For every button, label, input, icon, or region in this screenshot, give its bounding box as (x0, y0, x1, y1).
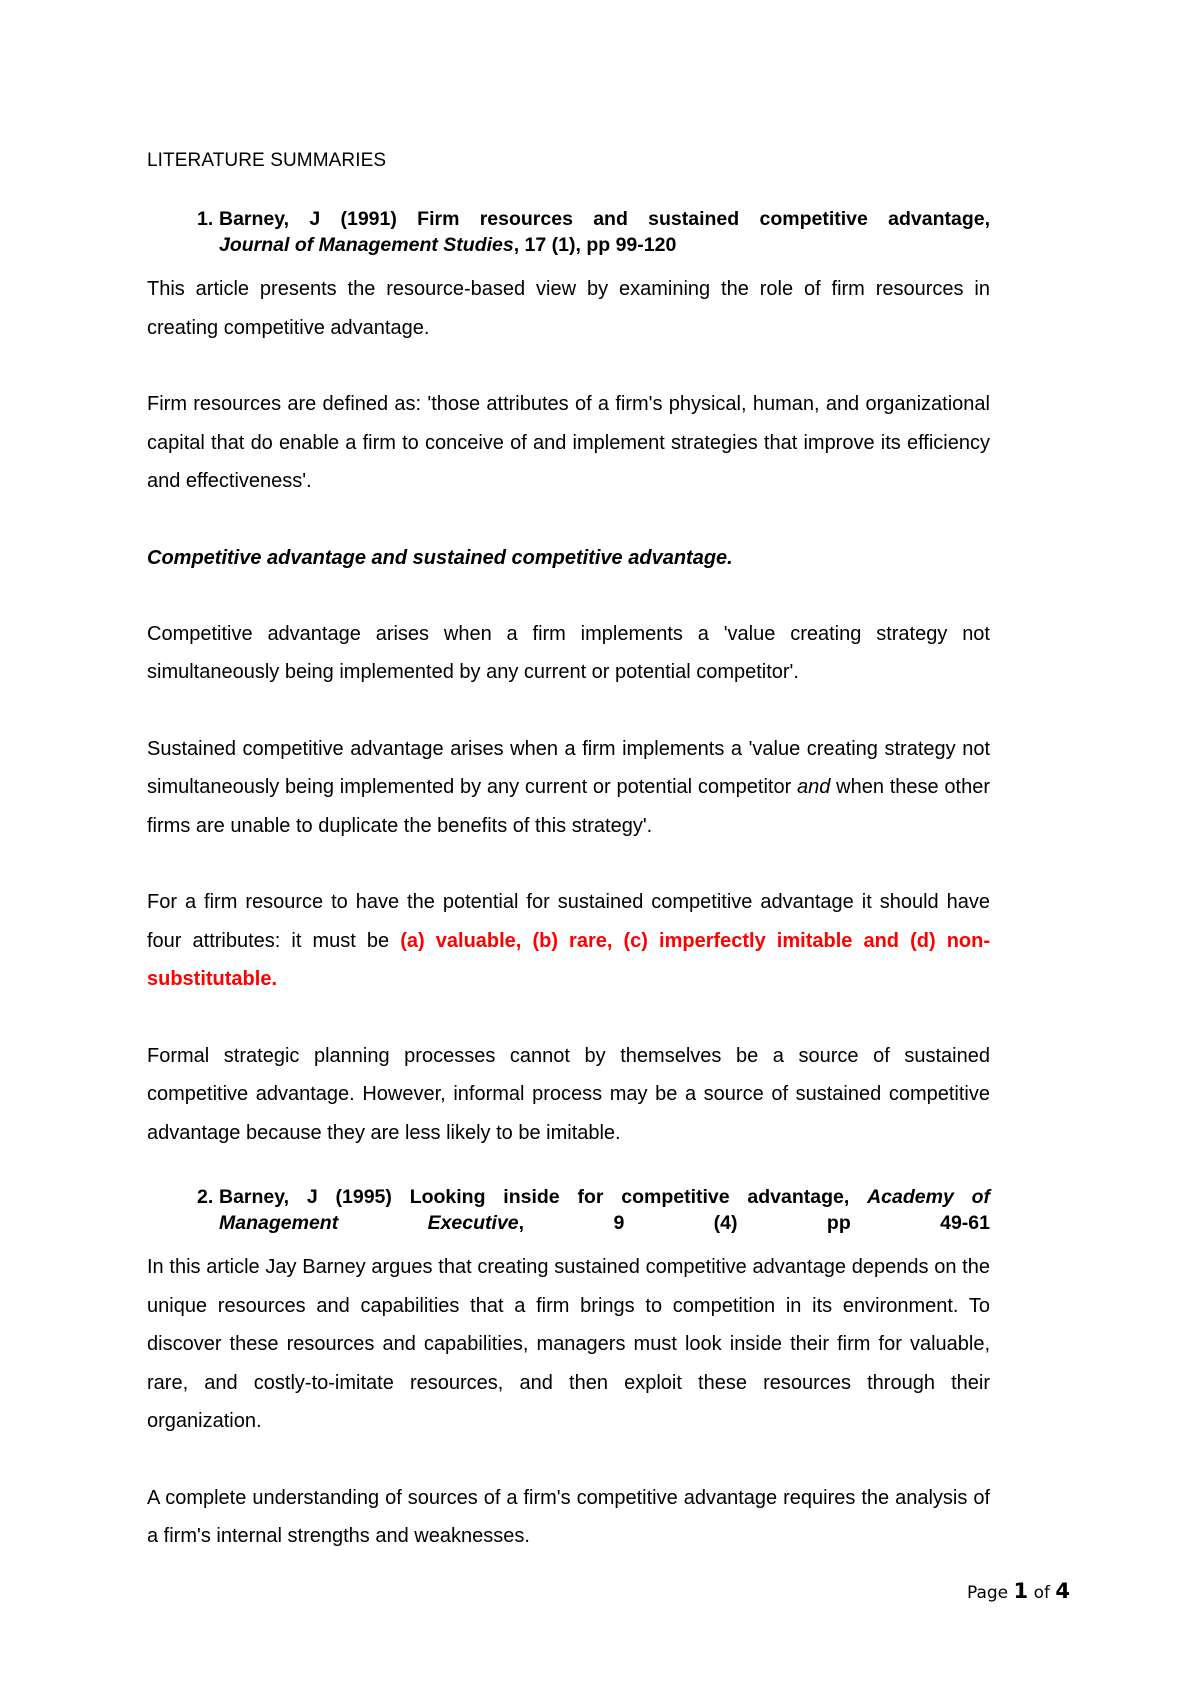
reference-citation (219, 206, 990, 258)
page-footer (967, 1578, 1070, 1606)
paragraph: Formal strategic planning processes cannot by themselves be a source of sustained competitive advantage. However, informal process may be a source of sustained competitive advantage because they are less likely to be imitable. (147, 1044, 990, 1144)
paragraph (147, 883, 990, 999)
page-of-label: of (1028, 1583, 1056, 1603)
page-label: Page (966, 1583, 1014, 1603)
paragraph-text: Sustained competitive advantage arises when a firm implements a 'value creating strategy not simultaneously being implemented by any current or potential competitor (147, 737, 990, 798)
section-subheading: Competitive advantage and sustained competitive advantage. (147, 546, 733, 569)
paragraph: A complete understanding of sources of a firm's competitive advantage requires the analysis of a firm's internal strengths and weaknesses. (147, 1486, 990, 1547)
reference-2 (147, 1184, 990, 1236)
reference-journal: Journal of Management Studies (219, 234, 514, 256)
reference-journal: Academy of Management Executive (219, 1186, 990, 1234)
reference-citation (219, 1184, 990, 1236)
paragraph-text: when these other firms are unable to duplicate the benefits of this strategy'. (147, 776, 990, 837)
document-body (147, 148, 990, 1556)
document-title: LITERATURE SUMMARIES (147, 150, 387, 171)
paragraph: In this article Jay Barney argues that creating sustained competitive advantage depends on the unique resources and capabilities that a firm brings to competition in its environment. To discover these resources and capabilities, managers must look inside their firm for valuable, rare, and costly-to-imitate resources, and then exploit these resources through their organization. (147, 1256, 990, 1432)
paragraph: Competitive advantage arises when a firm implements a 'value creating strategy not simultaneously being implemented by any current or potential competitor'. (147, 622, 990, 683)
paragraph: Firm resources are defined as: 'those attributes of a firm's physical, human, and organizational capital that do enable a firm to conceive of and implement strategies that improve its efficiency and effectiveness'. (147, 393, 990, 492)
reference-title: Barney, J (1995) Looking inside for competitive advantage, Academy of Management Executive, 9 (4) pp 49-61 (219, 1186, 990, 1234)
paragraph: This article presents the resource-based view by examining the role of firm resources in creating competitive advantage. (147, 278, 990, 339)
reference-details: , 17 (1), pp 99-120 (513, 234, 677, 256)
reference-title: Barney, J (1991) Firm resources and sustained competitive advantage, (219, 208, 990, 230)
emphasis-text: and (797, 776, 831, 798)
reference-number: 2. (197, 1186, 214, 1208)
reference-number: 1. (197, 208, 214, 230)
page-total: 4 (1055, 1579, 1070, 1603)
reference-details: , 9 (4) pp 49-61 (518, 1212, 990, 1234)
paragraph (147, 730, 990, 846)
highlighted-attributes: (a) valuable, (b) rare, (c) imperfectly imitable and (d) non-substitutable. (147, 929, 990, 990)
page-number: 1 (1013, 1579, 1029, 1603)
reference-1 (147, 206, 990, 258)
paragraph-text: For a firm resource to have the potential for sustained competitive advantage it should have four attributes: it must be (147, 891, 990, 952)
